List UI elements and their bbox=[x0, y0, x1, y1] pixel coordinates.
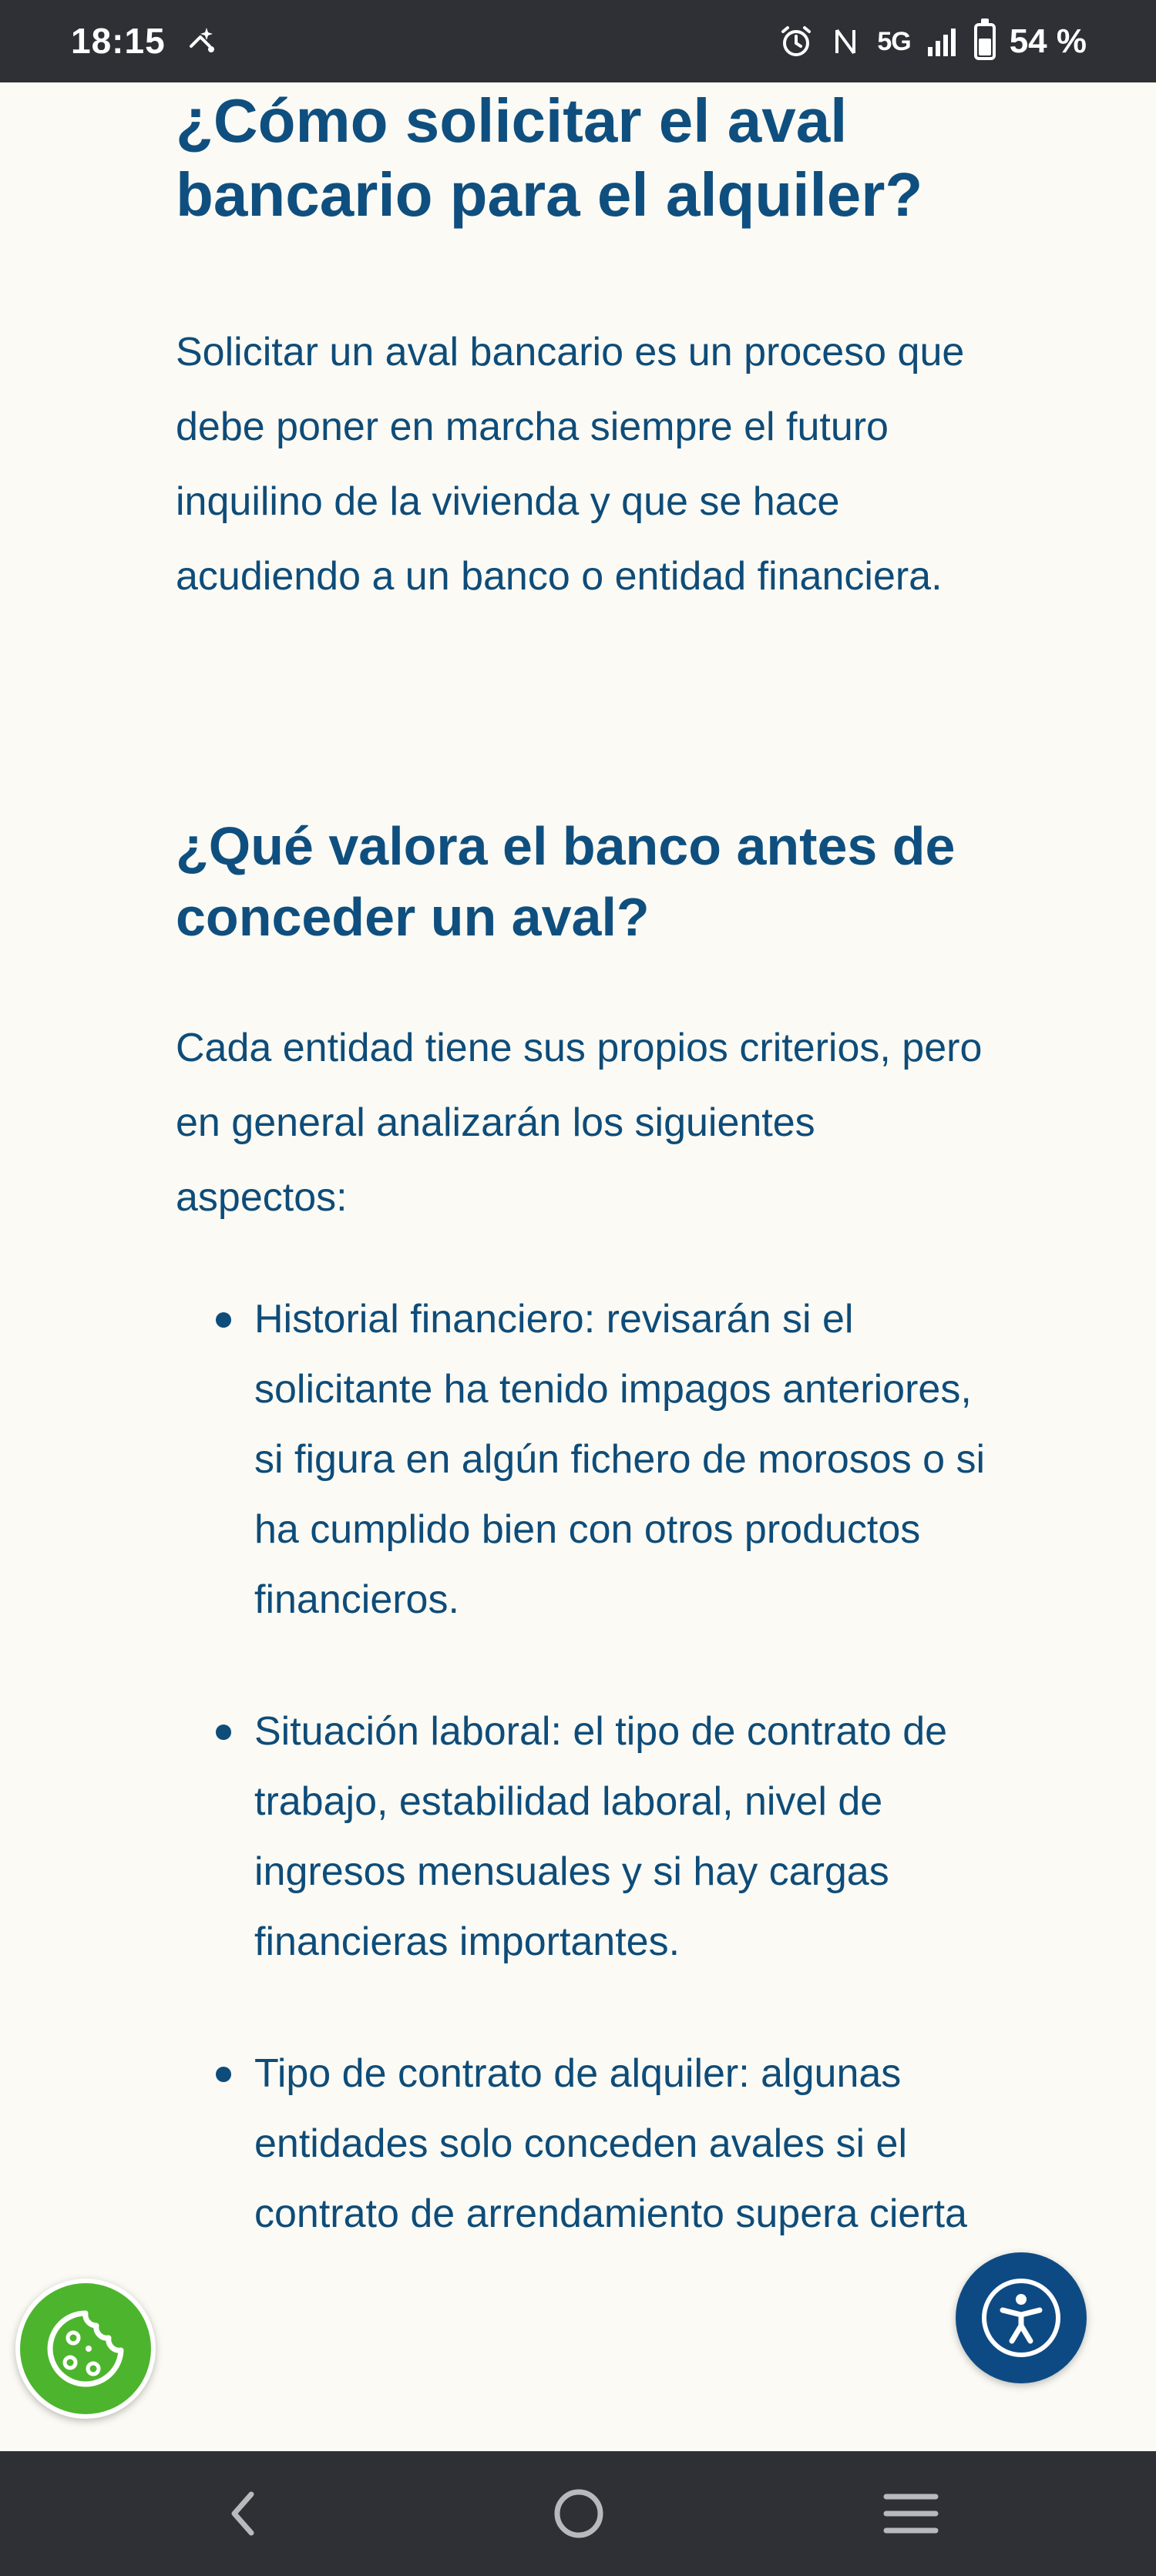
list-item: Tipo de contrato de alquiler: algunas entidades solo conceden avales si el contrato de arrendamiento supera cierta bbox=[254, 2039, 1010, 2249]
recents-button[interactable] bbox=[875, 2477, 947, 2550]
signal-icon bbox=[925, 24, 960, 59]
cookie-settings-button[interactable] bbox=[15, 2279, 156, 2419]
heading-solicitar-aval: ¿Cómo solicitar el aval bancario para el alquiler? bbox=[176, 86, 923, 229]
criteria-list bbox=[254, 1285, 1010, 2311]
battery-icon bbox=[974, 23, 996, 60]
recents-icon bbox=[880, 2483, 942, 2544]
paragraph-solicitar-aval: Solicitar un aval bancario es un proceso que debe poner en marcha siempre el futuro inquilino de la vivienda y que se hace acudiendo a un banco o entidad financiera. bbox=[176, 330, 965, 599]
alarm-icon bbox=[778, 24, 814, 59]
status-icons bbox=[778, 18, 1087, 65]
home-icon bbox=[548, 2483, 610, 2544]
paragraph-criterios: Cada entidad tiene sus propios criterios, pero en general analizarán los siguientes aspectos: bbox=[176, 1026, 983, 1220]
network-type: 5G bbox=[877, 26, 911, 56]
status-bar bbox=[0, 0, 1156, 82]
heading-que-valora-banco: ¿Qué valora el banco antes de conceder un aval? bbox=[176, 816, 956, 947]
assistant-sparkle-icon bbox=[183, 23, 219, 59]
accessibility-button[interactable] bbox=[956, 2252, 1087, 2383]
home-button[interactable] bbox=[543, 2477, 615, 2550]
list-item: Historial financiero: revisarán si el solicitante ha tenido impagos anteriores, si figura en algún fichero de morosos o si ha cumplido bien con otros productos financieros. bbox=[254, 1285, 1010, 1635]
system-navigation-bar bbox=[0, 2451, 1156, 2576]
status-time: 18:15 bbox=[71, 21, 166, 61]
nfc-icon bbox=[828, 24, 863, 59]
accessibility-icon bbox=[975, 2272, 1067, 2364]
back-icon bbox=[217, 2487, 271, 2541]
back-button[interactable] bbox=[208, 2477, 281, 2550]
battery-percent: 54 % bbox=[1009, 22, 1087, 60]
list-item: Situación laboral: el tipo de contrato de trabajo, estabilidad laboral, nivel de ingresos mensuales y si hay cargas financieras importantes. bbox=[254, 1697, 1010, 1977]
article-content bbox=[0, 82, 1156, 2451]
cookie-icon bbox=[39, 2302, 132, 2395]
battery-level bbox=[979, 39, 991, 55]
